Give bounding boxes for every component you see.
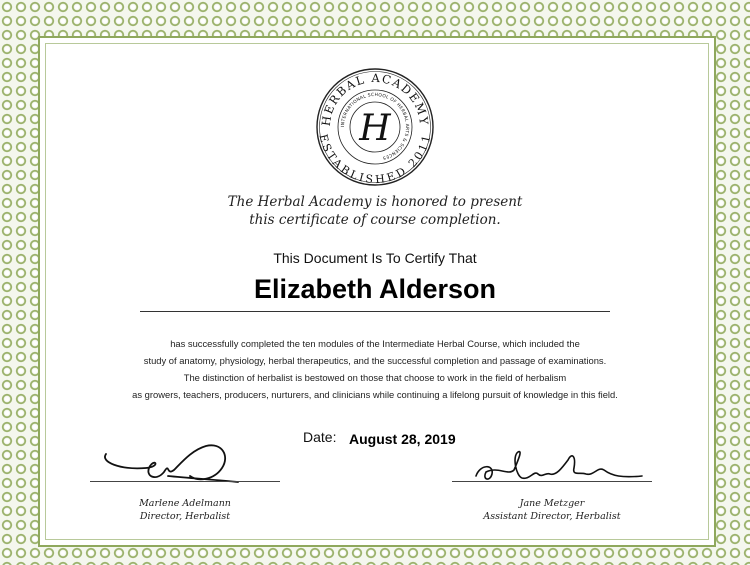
certify-heading: This Document Is To Certify That <box>273 250 477 266</box>
intro-line-1: The Herbal Academy is honored to present <box>227 194 523 210</box>
name-underline <box>140 311 610 312</box>
date-value: August 28, 2019 <box>349 431 456 447</box>
seal-inner-text: INTERNATIONAL SCHOOL OF HERBAL ARTS & SCIENCES <box>340 92 410 161</box>
date-label: Date: <box>303 429 337 445</box>
seal-bottom-text: ESTABLISHED 2011 <box>316 132 434 187</box>
body-line-2: study of anatomy, physiology, herbal therapeutics, and the successful completion and passage of examinations. <box>143 355 607 366</box>
body-line-3: The distinction of herbalist is bestowed on those that choose to work in the field of herbalism <box>183 372 567 383</box>
intro-line-2: this certificate of course completion. <box>249 212 501 228</box>
signature-line-right <box>452 481 652 482</box>
signer-right-title: Assistant Director, Herbalist <box>483 511 621 522</box>
recipient-name: Elizabeth Alderson <box>253 274 497 304</box>
seal-letter: H <box>359 108 391 149</box>
signer-left-title: Director, Herbalist <box>139 511 231 522</box>
seal-top-text: HERBAL ACADEMY <box>318 70 432 127</box>
signer-right <box>452 497 652 523</box>
signature-line-left <box>90 481 280 482</box>
body-line-1: has successfully completed the ten modules of the Intermediate Herbal Course, which included the <box>170 338 580 349</box>
signature-right <box>472 446 647 490</box>
signer-left-name: Marlene Adelmann <box>139 498 231 509</box>
body-line-4: as growers, teachers, producers, nurturers, and clinicians while continuing a lifelong pursuit of knowledge in this field. <box>132 389 618 400</box>
signer-right-name: Jane Metzger <box>519 498 585 509</box>
herbal-academy-seal <box>313 65 437 189</box>
signer-left <box>90 497 280 523</box>
